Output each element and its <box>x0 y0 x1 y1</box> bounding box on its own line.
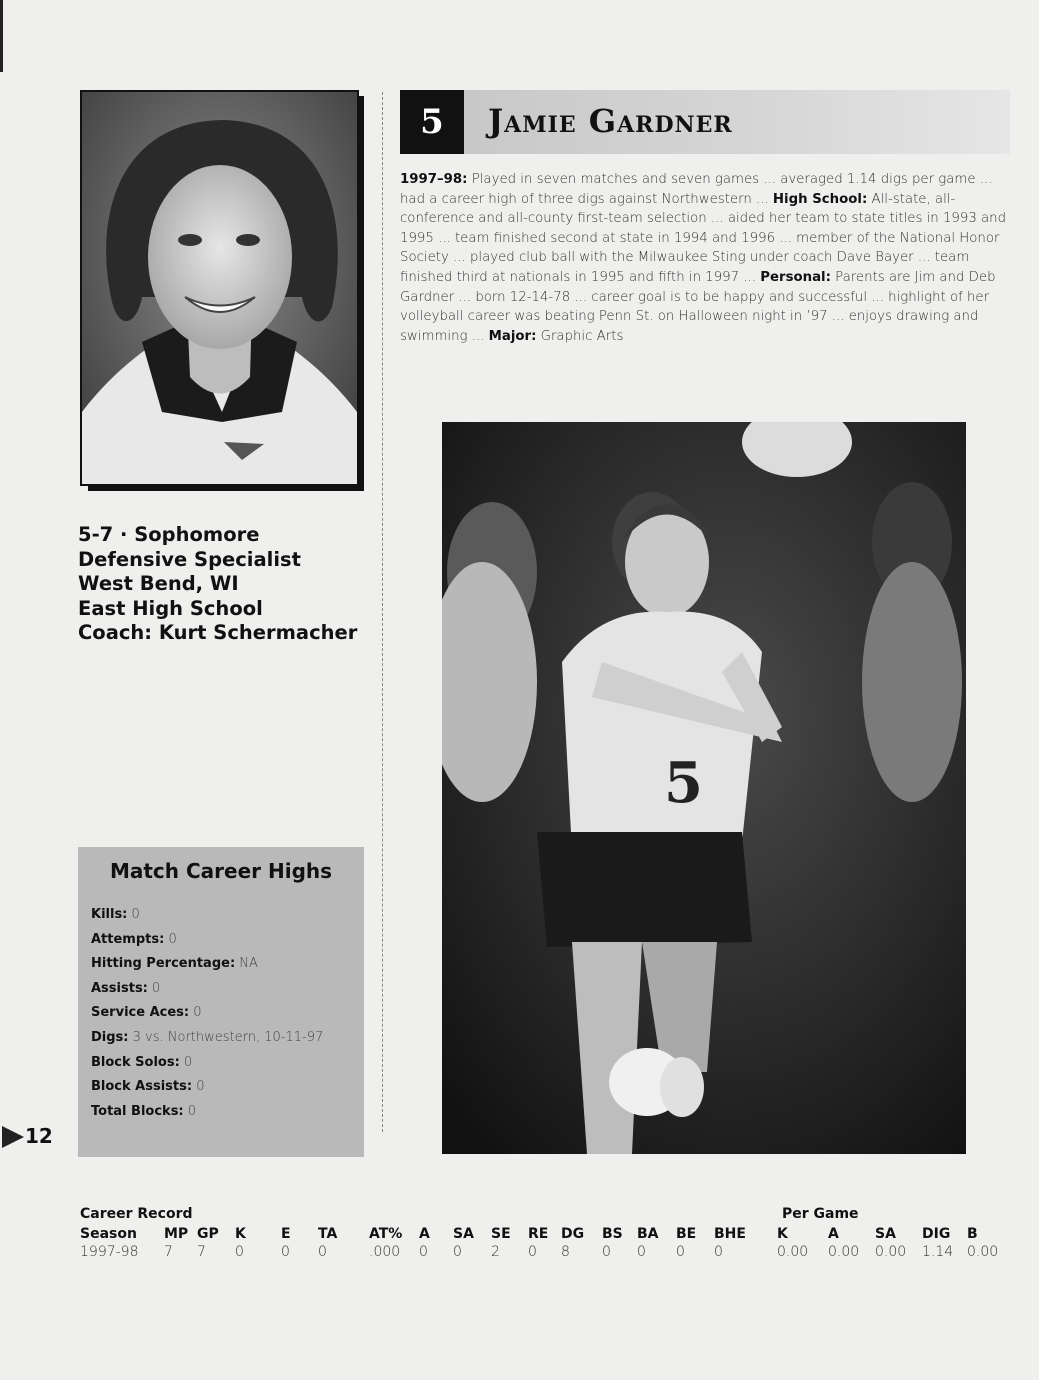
bio-text-high-school: All-state, all-conference and all-county first-team selection ... aided her team to state titles in 1993 and 1995 ... team finished second at state in 1994 and 1996 ... member of the National Honor Society ... played club ball with the Milwaukee Sting under coach Dave Bayer ... team finished third at nationals in 1995 and fifth in 1997 ... <box>400 191 1007 285</box>
career-high-label: Hitting Percentage: <box>91 956 236 972</box>
table-cell: .000 <box>369 1244 401 1260</box>
career-high-value: NA <box>239 956 258 972</box>
page-number <box>2 1124 53 1148</box>
career-high-value: 0 <box>183 1054 193 1070</box>
info-coach: Coach: Kurt Schermacher <box>78 621 358 644</box>
table-cell: 2 <box>491 1244 500 1260</box>
career-high-label: Block Assists: <box>91 1079 193 1095</box>
table-cell: 0 <box>235 1244 244 1260</box>
career-highs-title: Match Career Highs <box>109 859 333 883</box>
career-record-table <box>0 1200 1039 1270</box>
col-header: BS <box>602 1226 623 1242</box>
jersey-number: 5 <box>400 90 464 154</box>
table-cell: 7 <box>197 1244 206 1260</box>
bio-label-season: 1997–98: <box>400 172 468 187</box>
col-header: DIG <box>922 1226 951 1242</box>
career-high-value: 0 <box>168 931 177 947</box>
bio-label-major: Major: <box>488 328 537 344</box>
player-portrait <box>80 90 359 486</box>
career-high-item <box>91 1100 323 1125</box>
table-cell: 7 <box>164 1244 173 1260</box>
table-cell: 0 <box>419 1244 428 1260</box>
col-header: RE <box>528 1226 549 1242</box>
info-position: Defensive Specialist <box>78 547 301 571</box>
player-info <box>78 523 357 646</box>
col-header: SA <box>875 1226 896 1242</box>
table-cell: 0.00 <box>828 1244 860 1260</box>
info-high-school: East High School <box>78 596 263 620</box>
career-high-item <box>91 928 323 953</box>
per-game-label: Per Game <box>782 1206 859 1222</box>
table-cell: 0 <box>676 1244 685 1260</box>
player-name: Jamie Gardner <box>488 102 733 140</box>
career-high-label: Block Solos: <box>91 1054 180 1070</box>
table-cell: 1997-98 <box>80 1244 139 1260</box>
bio-label-high-school: High School: <box>772 191 868 207</box>
career-high-item <box>91 952 323 977</box>
bio-label-personal: Personal: <box>760 269 831 285</box>
career-highs-list <box>91 903 323 1124</box>
table-cell: 8 <box>561 1244 570 1260</box>
player-bio <box>400 170 1010 346</box>
table-cell: 0.00 <box>967 1244 999 1260</box>
col-header: A <box>828 1226 839 1242</box>
career-highs-box <box>78 847 364 1157</box>
col-header: GP <box>197 1226 219 1242</box>
column-divider <box>382 92 383 1132</box>
table-cell: 0 <box>602 1244 611 1260</box>
info-hometown: West Bend, WI <box>78 572 239 595</box>
career-high-label: Digs: <box>91 1029 129 1045</box>
name-banner <box>400 90 1010 154</box>
svg-text:5: 5 <box>664 750 703 816</box>
career-high-value: 0 <box>152 980 161 996</box>
career-high-item <box>91 1075 323 1100</box>
career-high-item <box>91 1001 323 1026</box>
table-cell: 0 <box>637 1244 646 1260</box>
col-header: AT% <box>369 1226 403 1242</box>
career-record-title: Career Record <box>80 1206 193 1222</box>
table-cell: 0 <box>453 1244 462 1260</box>
col-header: BHE <box>714 1226 746 1242</box>
career-high-item <box>91 1051 323 1076</box>
col-header: SE <box>491 1226 511 1242</box>
col-header: SA <box>453 1226 474 1242</box>
career-high-label: Total Blocks: <box>91 1103 184 1119</box>
col-header: K <box>235 1226 246 1242</box>
action-photo <box>442 422 966 1154</box>
career-high-item <box>91 977 323 1002</box>
bio-text-personal: Parents are Jim and Deb Gardner ... born 12-14-78 ... career goal is to be happy and successful ... highlight of her volleyball career was beating Penn St. on Halloween night in ’97 ... enjoys drawing and swimming ... <box>400 269 996 344</box>
career-high-label: Attempts: <box>91 931 165 947</box>
col-header: B <box>967 1226 978 1242</box>
career-high-item <box>91 1026 323 1051</box>
career-high-item <box>91 903 323 928</box>
col-header: TA <box>318 1226 338 1242</box>
col-header: A <box>419 1226 430 1242</box>
col-header: K <box>777 1226 788 1242</box>
col-header: BE <box>676 1226 697 1242</box>
col-header: BA <box>637 1226 659 1242</box>
col-header: E <box>281 1226 291 1242</box>
career-high-label: Assists: <box>91 980 148 996</box>
career-high-value: 0 <box>193 1005 202 1021</box>
table-cell: 0 <box>528 1244 537 1260</box>
page-edge-rule <box>0 0 3 72</box>
col-header: DG <box>561 1226 585 1242</box>
career-high-value: 0 <box>196 1079 205 1095</box>
career-high-value: 0 <box>187 1103 197 1119</box>
col-header: MP <box>164 1226 189 1242</box>
col-header: Season <box>80 1226 137 1242</box>
table-cell: 0 <box>714 1244 723 1260</box>
table-cell: 0.00 <box>875 1244 907 1260</box>
arrow-right-icon <box>2 1126 24 1148</box>
page-number-text: 12 <box>25 1124 53 1148</box>
info-height-class: 5-7 · Sophomore <box>78 523 260 546</box>
bio-text-season: Played in seven matches and seven games ... averaged 1.14 digs per game ... had a career high of three digs against Northwestern ... <box>400 172 993 207</box>
career-high-value: 3 vs. Northwestern, 10-11-97 <box>132 1029 324 1045</box>
table-cell: 1.14 <box>922 1244 954 1260</box>
career-high-value: 0 <box>131 907 140 922</box>
career-high-label: Kills: <box>91 907 128 922</box>
career-high-label: Service Aces: <box>91 1005 190 1021</box>
table-cell: 0 <box>281 1244 290 1260</box>
table-cell: 0 <box>318 1244 327 1260</box>
bio-text-major: Graphic Arts <box>536 328 624 344</box>
table-cell: 0.00 <box>777 1244 809 1260</box>
